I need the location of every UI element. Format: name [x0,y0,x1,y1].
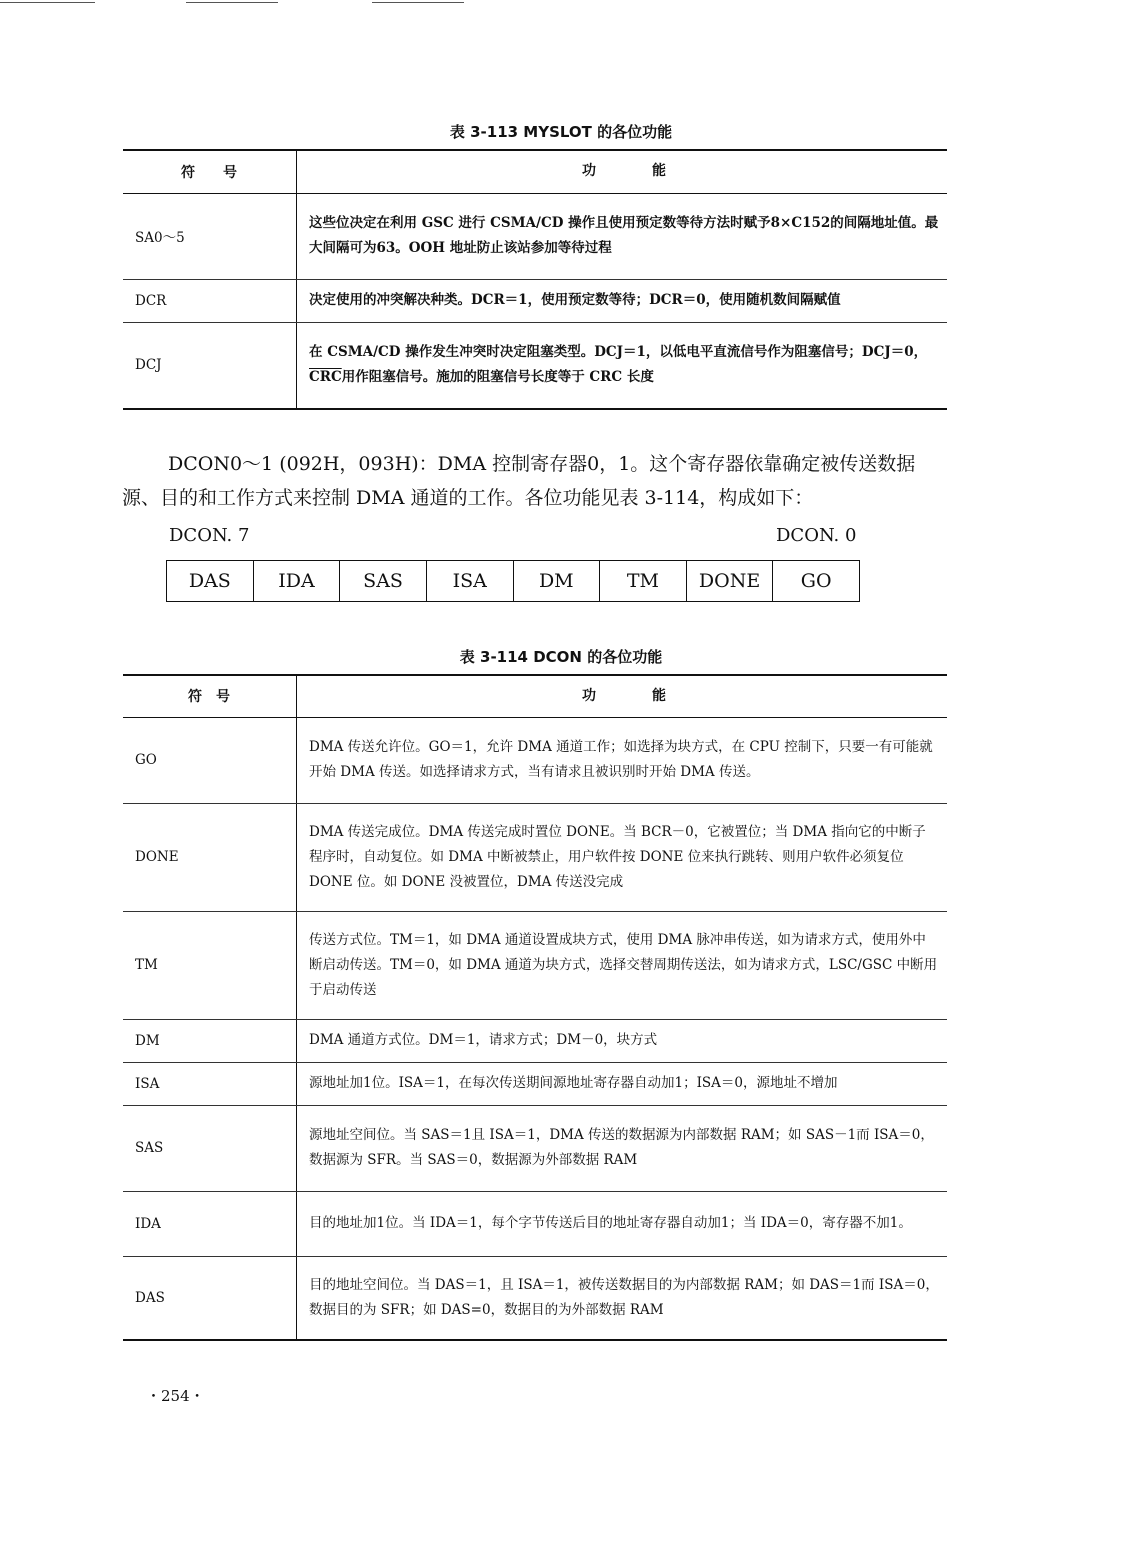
row-description: 源地址加1位。ISA＝1，在每次传送期间源地址寄存器自动加1；ISA＝0，源地址不增加 [297,1062,948,1105]
table-113-caption: 表 3-113 MYSLOT 的各位功能 [449,123,673,141]
table-row [123,1256,947,1340]
row-symbol: DCR [123,279,297,322]
row-description: 这些位决定在利用 GSC 进行 CSMA/CD 操作且使用预定数等待方法时赋予8×C152的间隔地址值。最大间隔可为63。OOH 地址防止该站参加等待过程 [297,193,948,279]
row-symbol: DCJ [123,322,297,409]
table-row [123,193,947,279]
register-msb-label: DCON. 7 [169,525,250,546]
row-symbol: DAS [123,1256,297,1340]
header-symbol: 符 号 [123,150,297,193]
row-description: 传送方式位。TM＝1，如 DMA 通道设置成块方式，使用 DMA 脉冲串传送，如为请求方式，使用外中断启动传送。TM＝0，如 DMA 通道为块方式，选择交替周期传送法，如为请求方式，LSC/GSC 中断用于启动传送 [297,911,948,1019]
table-114 [123,674,947,1341]
table-row [123,1191,947,1256]
register-bit: IDA [254,561,341,601]
header-symbol: 符 号 [123,675,297,717]
row-description: DMA 传送允许位。GO＝1，允许 DMA 通道工作；如选择为块方式，在 CPU 控制下，只要一有可能就开始 DMA 传送。如选择请求方式，当有请求且被识别时开始 DMA 传送。 [297,717,948,803]
register-bit: DM [514,561,601,601]
paragraph-text: DCON0～1 (092H，093H)：DMA 控制寄存器0，1。这个寄存器依靠确定被传送数据源、目的和工作方式来控制 DMA 通道的工作。各位功能见表 3-114，构成如下： [122,453,916,509]
row-description [297,322,948,409]
page-number: ・254・ [146,1387,205,1405]
row-symbol: TM [123,911,297,1019]
description-part: 在 CSMA/CD 操作发生冲突时决定阻塞类型。DCJ＝1，以低电平直流信号作为阻塞信号；DCJ＝0， [309,344,928,361]
header-function: 功 能 [297,150,948,193]
scan-edge-line [372,2,464,3]
row-symbol: DONE [123,803,297,911]
table-row [123,1019,947,1062]
row-symbol: GO [123,717,297,803]
row-description: DMA 传送完成位。DMA 传送完成时置位 DONE。当 BCR－0，它被置位；当 DMA 指向它的中断子程序时，自动复位。如 DMA 中断被禁止，用户软件按 DONE 位来执行跳转、则用户软件必须复位 DONE 位。如 DONE 没被置位，DMA 传送没完成 [297,803,948,911]
row-description: 源地址空间位。当 SAS＝1且 ISA＝1，DMA 传送的数据源为内部数据 RAM；如 SAS－1而 ISA＝0，数据源为 SFR。当 SAS＝0，数据源为外部数据 RAM [297,1105,948,1191]
register-bit: DAS [167,561,254,601]
overlined-signal: $\overline{CRC}$ [309,369,342,386]
register-bit: DONE [687,561,774,601]
table-row [123,1105,947,1191]
register-bit-layout [166,560,860,602]
row-symbol: SAS [123,1105,297,1191]
table-row [123,322,947,409]
register-bit: TM [600,561,687,601]
row-symbol: IDA [123,1191,297,1256]
row-symbol: ISA [123,1062,297,1105]
body-paragraph [122,447,948,515]
table-row [123,1062,947,1105]
row-description: 目的地址空间位。当 DAS＝1，且 ISA＝1，被传送数据目的为内部数据 RAM；如 DAS＝1而 ISA＝0，数据目的为 SFR；如 DAS=0，数据目的为外部数据 RAM [297,1256,948,1340]
register-bit: GO [800,570,832,592]
table-row [123,717,947,803]
row-description: DMA 通道方式位。DM＝1，请求方式；DM－0，块方式 [297,1019,948,1062]
table-113 [123,149,947,410]
table-row [123,803,947,911]
row-description: 决定使用的冲突解决种类。DCR＝1，使用预定数等待；DCR＝0，使用随机数间隔赋值 [297,279,948,322]
table-row [123,279,947,322]
scan-edge-line [186,2,278,3]
row-symbol: DM [123,1019,297,1062]
description-part: 用作阻塞信号。施加的阻塞信号长度等于 CRC 长度 [341,369,654,386]
table-114-caption: 表 3-114 DCON 的各位功能 [459,648,663,666]
scan-edge-line [0,2,95,3]
header-function: 功 能 [297,675,948,717]
register-lsb-label: DCON. 0 [776,525,857,546]
row-symbol: SA0～5 [123,193,297,279]
row-description: 目的地址加1位。当 IDA＝1，每个字节传送后目的地址寄存器自动加1；当 IDA＝0，寄存器不加1。 [297,1191,948,1256]
register-bit: ISA [427,561,514,601]
table-row [123,911,947,1019]
register-bit: SAS [340,561,427,601]
